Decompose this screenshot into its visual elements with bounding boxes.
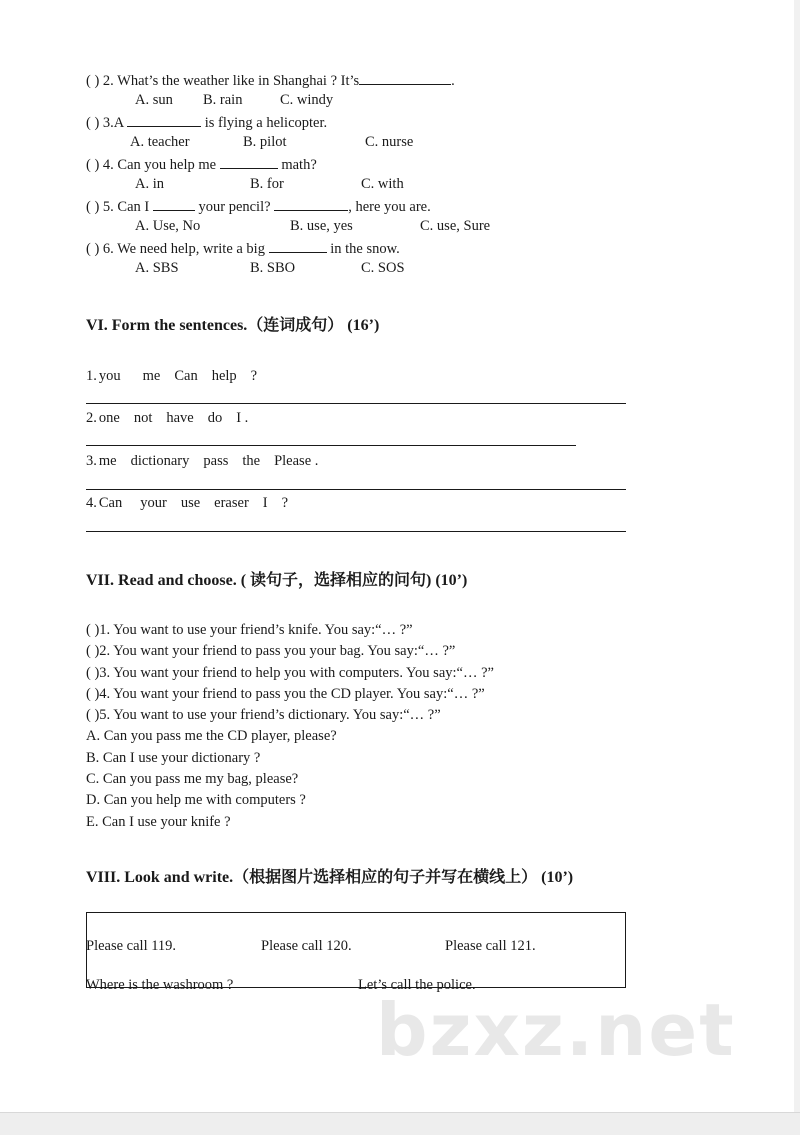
option-a: A. in: [135, 176, 164, 192]
answer-line: [86, 445, 576, 446]
sentence-item-3: 3. me dictionary pass the Please .: [86, 453, 319, 469]
sentence-item-1: 1. you me Can help ?: [86, 368, 258, 384]
section-7-heading: VII. Read and choose. ( 读句子，选择相应的问句) (10’): [86, 572, 468, 589]
bottom-bar: [0, 1112, 800, 1135]
answer-blank: [153, 196, 195, 211]
question-2: ( ) 2. What’s the weather like in Shanghai ? It’s .: [86, 70, 455, 90]
answer-option: E. Can I use your knife ?: [86, 814, 231, 830]
option-call-119: Please call 119.: [86, 938, 177, 954]
answer-option: B. Can I use your dictionary ?: [86, 750, 261, 766]
question-row: ( )5. You want to use your friend’s dictionary. You say:“… ?”: [86, 707, 441, 723]
sentence-item-2: 2. one not have do I .: [86, 410, 249, 426]
option-c: C. use, Sure: [420, 218, 491, 234]
answer-option: A. Can you pass me the CD player, please?: [86, 728, 337, 744]
answer-blank: [274, 196, 348, 211]
question-row: ( )4. You want your friend to pass you the CD player. You say:“… ?”: [86, 686, 485, 702]
answer-blank: [220, 154, 278, 169]
option-call-120: Please call 120.: [261, 938, 352, 954]
answer-option: C. Can you pass me my bag, please?: [86, 771, 299, 787]
option-c: C. with: [361, 176, 404, 192]
watermark: bzxz.net: [376, 988, 736, 1072]
question-6: ( ) 6. We need help, write a big in the snow.: [86, 238, 400, 258]
option-b: B. pilot: [243, 134, 287, 150]
option-a: A. teacher: [130, 134, 190, 150]
question-row: ( )1. You want to use your friend’s knife. You say:“… ?”: [86, 622, 413, 638]
option-washroom: Where is the washroom ?: [86, 977, 234, 993]
answer-blank: [127, 112, 201, 127]
answer-line: [86, 531, 626, 532]
question-4: ( ) 4. Can you help me math?: [86, 154, 317, 174]
question-5: ( ) 5. Can I your pencil? , here you are.: [86, 196, 431, 216]
option-a: A. SBS: [135, 260, 179, 276]
question-row: ( )2. You want your friend to pass you your bag. You say:“… ?”: [86, 643, 456, 659]
answer-option: D. Can you help me with computers ?: [86, 792, 306, 808]
option-b: B. for: [250, 176, 284, 192]
option-police: Let’s call the police.: [358, 977, 476, 993]
question-3: ( ) 3.A is flying a helicopter.: [86, 112, 327, 132]
answer-line: [86, 403, 626, 404]
option-c: C. windy: [280, 92, 334, 108]
answer-blank: [269, 238, 327, 253]
option-call-121: Please call 121.: [445, 938, 536, 954]
answer-line: [86, 489, 626, 490]
section-6-heading: VI. Form the sentences.（连词成句） (16’): [86, 317, 380, 334]
page-edge: [794, 0, 800, 1134]
option-c: C. nurse: [365, 134, 414, 150]
question-row: ( )3. You want your friend to help you with computers. You say:“… ?”: [86, 665, 494, 681]
option-c: C. SOS: [361, 260, 405, 276]
option-b: B. rain: [203, 92, 243, 108]
option-b: B. SBO: [250, 260, 296, 276]
option-b: B. use, yes: [290, 218, 353, 234]
option-a: A. Use, No: [135, 218, 201, 234]
answer-blank: [359, 70, 451, 85]
question-2-options: A. sun: [135, 92, 173, 108]
sentence-item-4: 4. Can your use eraser I ?: [86, 495, 289, 511]
section-8-heading: VIII. Look and write.（根据图片选择相应的句子并写在横线上） (10’): [86, 869, 574, 886]
